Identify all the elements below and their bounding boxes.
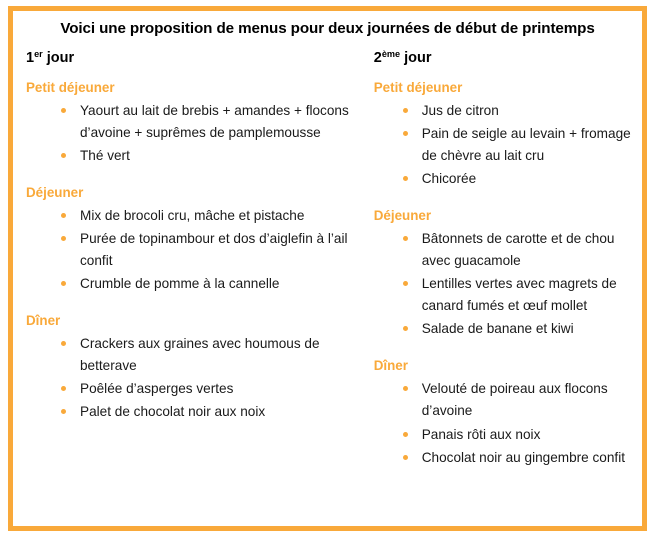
meal-items-dinner-day1: [26, 333, 374, 423]
day-header-1-number: 1: [26, 50, 35, 66]
meal-block-dinner-day2: [374, 356, 642, 468]
day-column-2: [374, 74, 642, 473]
meal-block-breakfast-day2: [374, 78, 642, 190]
list-item-text: Jus de citron: [421, 103, 499, 119]
list-item-text: Purée de topinambour et dos d’aiglefin à l’ail confit: [80, 231, 348, 269]
day-header-1-suffix: er: [34, 48, 43, 59]
list-item: [374, 123, 642, 167]
meal-title-breakfast-day2: Petit déjeuner: [373, 80, 463, 95]
day-header-2: [374, 50, 642, 66]
meal-title-dinner-day1: Dîner: [26, 313, 61, 329]
list-item: [26, 401, 374, 423]
bullet-icon: [61, 236, 66, 241]
list-item: [374, 168, 642, 190]
meal-title-dinner-day2: Dîner: [373, 358, 408, 374]
list-item: [26, 100, 374, 144]
bullet-icon: [61, 386, 66, 391]
meal-items-breakfast-day1: [26, 100, 374, 167]
bullet-icon: [403, 236, 408, 241]
bullet-icon: [403, 326, 408, 331]
list-item-text: Crackers aux graines avec houmous de betterave: [80, 336, 320, 374]
meal-items-breakfast-day2: [374, 100, 642, 190]
list-item-text: Lentilles vertes avec magrets de canard fumés et œuf mollet: [421, 276, 617, 314]
bullet-icon: [61, 153, 66, 158]
day-header-2-suffix: ème: [381, 48, 401, 59]
list-item: [374, 228, 642, 272]
bullet-icon: [403, 108, 408, 113]
list-item-text: Pain de seigle au levain + fromage de chèvre au lait cru: [421, 126, 631, 164]
meal-block-dinner-day1: [26, 311, 374, 423]
meal-title-lunch-day1: Déjeuner: [26, 185, 84, 201]
meal-title-breakfast-day1: Petit déjeuner: [26, 80, 115, 95]
list-item-text: Panais rôti aux noix: [421, 426, 541, 442]
day-headers-row: [13, 50, 642, 66]
bullet-icon: [61, 108, 66, 113]
day-header-2-number: 2: [373, 50, 382, 66]
menu-columns: [13, 74, 642, 473]
meal-items-lunch-day1: [26, 205, 374, 295]
list-item: [26, 205, 374, 227]
list-item: [26, 145, 374, 167]
day-header-1-word: jour: [46, 50, 75, 66]
list-item: [374, 378, 642, 422]
bullet-icon: [403, 432, 408, 437]
meal-block-lunch-day2: [374, 206, 642, 340]
bullet-icon: [61, 213, 66, 218]
day-column-1: [26, 74, 374, 473]
bullet-icon: [403, 281, 408, 286]
list-item-text: Thé vert: [80, 148, 130, 164]
page-title: Voici une proposition de menus pour deux journées de début de printemps: [60, 20, 595, 37]
bullet-icon: [403, 455, 408, 460]
list-item-text: Crumble de pomme à la cannelle: [80, 276, 280, 292]
list-item-text: Chicorée: [421, 171, 477, 187]
list-item: [26, 228, 374, 272]
list-item: [26, 378, 374, 400]
list-item-text: Bâtonnets de carotte et de chou avec guacamole: [421, 231, 615, 269]
meal-block-breakfast-day1: [26, 78, 374, 167]
meal-block-lunch-day1: [26, 183, 374, 295]
list-item-text: Chocolat noir au gingembre confit: [421, 449, 626, 465]
day-header-2-word: jour: [404, 50, 432, 66]
list-item: [26, 273, 374, 295]
meal-items-lunch-day2: [374, 228, 642, 340]
day-header-1: [26, 50, 374, 66]
menu-card: [8, 6, 647, 531]
list-item: [374, 273, 642, 317]
list-item: [26, 333, 374, 377]
list-item-text: Velouté de poireau aux flocons d’avoine: [421, 381, 608, 419]
list-item-text: Poêlée d’asperges vertes: [80, 381, 234, 397]
bullet-icon: [61, 409, 66, 414]
bullet-icon: [61, 341, 66, 346]
bullet-icon: [61, 281, 66, 286]
list-item: [374, 424, 642, 446]
list-item-text: Salade de banane et kiwi: [421, 321, 574, 337]
meal-items-dinner-day2: [374, 378, 642, 468]
bullet-icon: [403, 131, 408, 136]
list-item-text: Yaourt au lait de brebis + amandes + flocons d’avoine + suprêmes de pamplemousse: [80, 103, 349, 141]
meal-title-lunch-day2: Déjeuner: [373, 208, 432, 224]
list-item: [374, 100, 642, 122]
bullet-icon: [403, 176, 408, 181]
list-item: [374, 447, 642, 469]
list-item-text: Mix de brocoli cru, mâche et pistache: [80, 208, 305, 224]
list-item: [374, 318, 642, 340]
bullet-icon: [403, 386, 408, 391]
list-item-text: Palet de chocolat noir aux noix: [80, 404, 266, 420]
